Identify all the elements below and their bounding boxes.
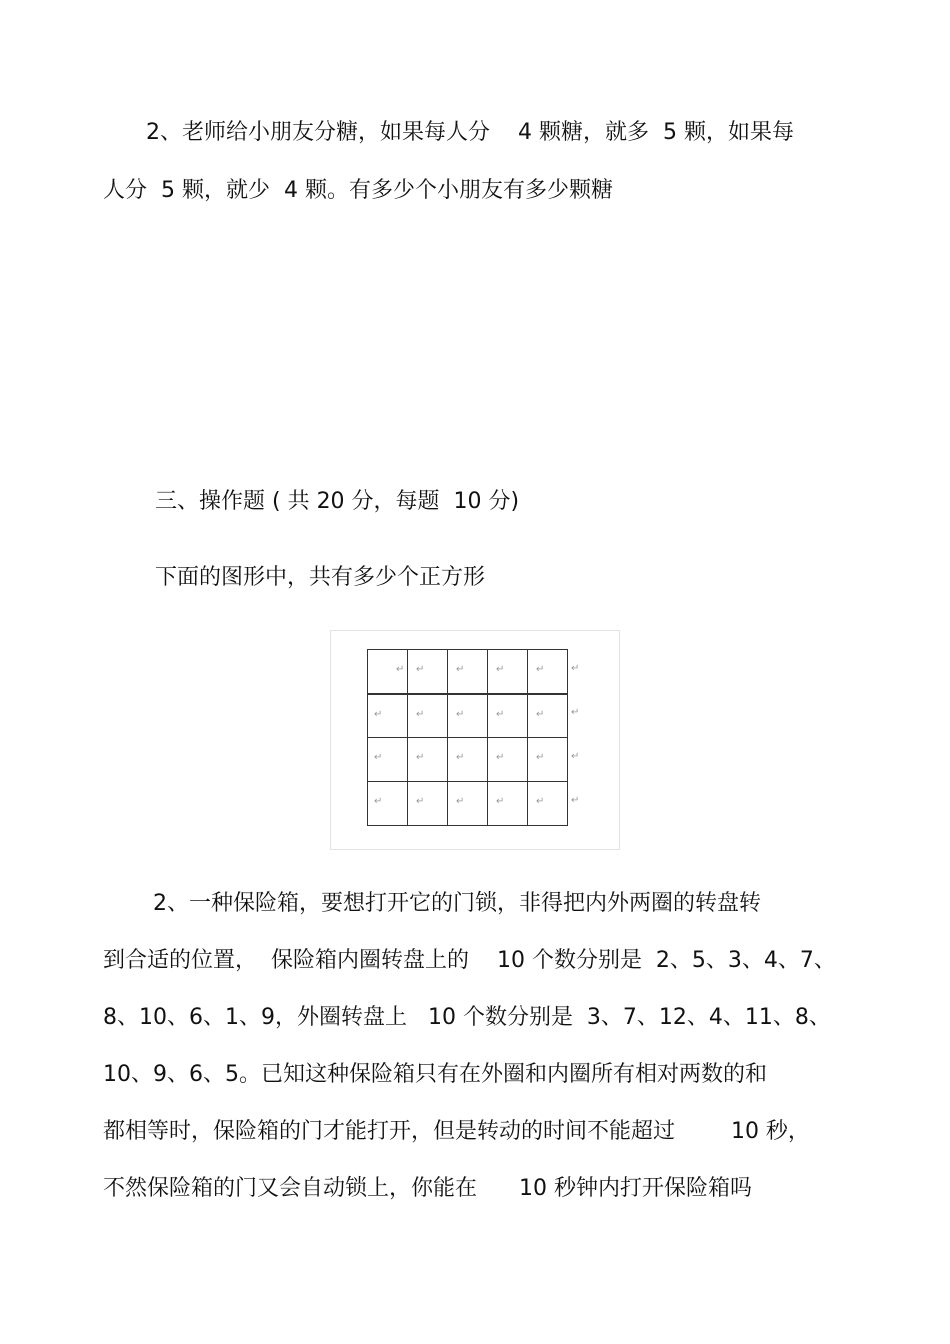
return-mark-icon: ↵ xyxy=(374,709,383,720)
return-mark-icon: ↵ xyxy=(571,707,580,718)
return-mark-icon: ↵ xyxy=(536,796,545,807)
return-mark-icon: ↵ xyxy=(496,709,505,720)
grid-cell xyxy=(447,781,488,826)
grid-cell xyxy=(487,737,528,782)
return-mark-icon: ↵ xyxy=(536,664,545,675)
grid-cell xyxy=(367,649,408,694)
return-mark-icon: ↵ xyxy=(456,796,465,807)
grid-cell xyxy=(447,737,488,782)
grid-cell xyxy=(407,781,448,826)
q2-safe-line-5: 都相等时，保险箱的门才能打开，但是转动的时间不能超过 10 秒， xyxy=(103,1119,810,1144)
grid-cell xyxy=(487,781,528,826)
square-grid-figure xyxy=(330,630,620,850)
grid-cell xyxy=(367,693,408,738)
q2-safe-line-2: 到合适的位置， 保险箱内圈转盘上的 10 个数分别是 2、5、3、4、7、 xyxy=(103,948,836,973)
q2-candy-line-2: 人分 5 颗，就少 4 颗。有多少个小朋友有多少颗糖 xyxy=(103,178,613,203)
return-mark-icon: ↵ xyxy=(396,664,405,675)
square-grid xyxy=(367,649,580,823)
q2-safe-line-4: 10、9、6、5。已知这种保险箱只有在外圈和内圈所有相对两数的和 xyxy=(103,1062,767,1087)
return-mark-icon: ↵ xyxy=(374,796,383,807)
section-3-heading: 三、操作题 ( 共 20 分，每题 10 分) xyxy=(155,489,520,514)
q2-safe-line-1: 2、一种保险箱，要想打开它的门锁，非得把内外两圈的转盘转 xyxy=(153,891,761,916)
q2-safe-line-3: 8、10、6、1、9，外圈转盘上 10 个数分别是 3、7、12、4、11、8、 xyxy=(103,1005,831,1030)
grid-cell xyxy=(487,649,528,694)
return-mark-icon: ↵ xyxy=(416,796,425,807)
return-mark-icon: ↵ xyxy=(456,709,465,720)
grid-cell xyxy=(487,693,528,738)
grid-cell xyxy=(407,649,448,694)
grid-cell xyxy=(407,737,448,782)
grid-cell xyxy=(447,693,488,738)
return-mark-icon: ↵ xyxy=(496,752,505,763)
return-mark-icon: ↵ xyxy=(496,796,505,807)
return-mark-icon: ↵ xyxy=(456,664,465,675)
grid-cell xyxy=(527,649,568,694)
q2-candy-line-1: 2、老师给小朋友分糖，如果每人分 4 颗糖，就多 5 颗，如果每 xyxy=(146,120,794,145)
return-mark-icon: ↵ xyxy=(416,664,425,675)
return-mark-icon: ↵ xyxy=(456,752,465,763)
return-mark-icon: ↵ xyxy=(571,751,580,762)
return-mark-icon: ↵ xyxy=(536,752,545,763)
return-mark-icon: ↵ xyxy=(571,795,580,806)
return-mark-icon: ↵ xyxy=(496,664,505,675)
grid-cell xyxy=(447,649,488,694)
return-mark-icon: ↵ xyxy=(416,709,425,720)
grid-cell xyxy=(367,737,408,782)
return-mark-icon: ↵ xyxy=(374,752,383,763)
return-mark-icon: ↵ xyxy=(536,709,545,720)
grid-cell xyxy=(527,693,568,738)
section-3-prompt: 下面的图形中，共有多少个正方形 xyxy=(155,565,486,590)
grid-cell xyxy=(527,737,568,782)
grid-cell xyxy=(407,693,448,738)
grid-cell xyxy=(367,781,408,826)
return-mark-icon: ↵ xyxy=(571,663,580,674)
grid-cell xyxy=(527,781,568,826)
q2-safe-line-6: 不然保险箱的门又会自动锁上，你能在 10 秒钟内打开保险箱吗 xyxy=(103,1176,752,1201)
return-mark-icon: ↵ xyxy=(416,752,425,763)
